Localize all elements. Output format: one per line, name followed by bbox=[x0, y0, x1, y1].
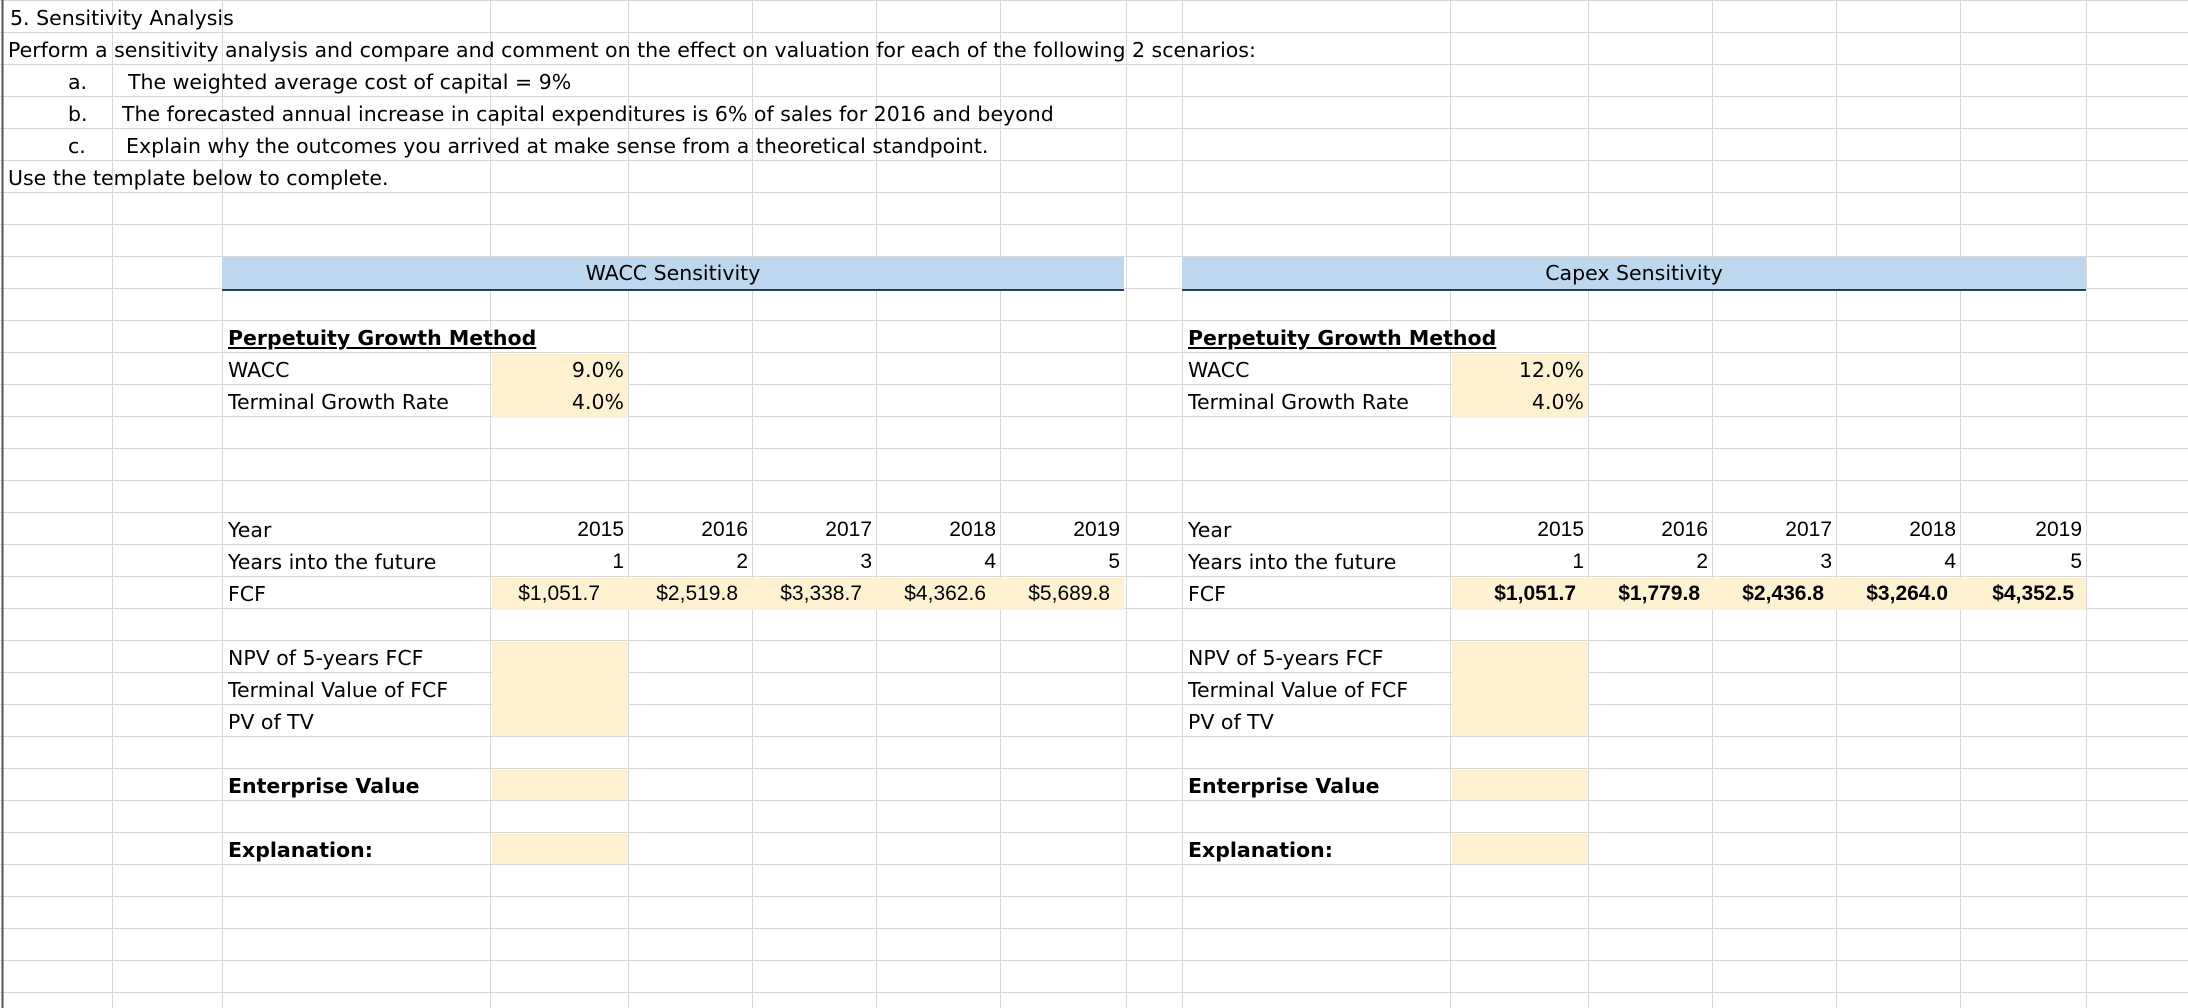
fcf-cell[interactable]: $5,689.8 bbox=[1028, 582, 1110, 605]
npv-tv-input-block[interactable] bbox=[492, 642, 628, 736]
item-b-letter: b. bbox=[68, 102, 88, 126]
year-cell[interactable]: 2016 bbox=[701, 518, 748, 541]
wacc-sensitivity-header: WACC Sensitivity bbox=[585, 261, 761, 285]
explanation-label: Explanation: bbox=[1188, 838, 1333, 862]
template-note: Use the template below to complete. bbox=[8, 166, 389, 190]
npv-tv-input-block[interactable] bbox=[1452, 642, 1588, 736]
capex-method-label: Perpetuity Growth Method bbox=[1188, 326, 1497, 350]
year-cell[interactable]: 2016 bbox=[1661, 518, 1708, 541]
terminal-growth-label: Terminal Growth Rate bbox=[228, 390, 449, 414]
fcf-cell[interactable]: $1,051.7 bbox=[1494, 582, 1576, 605]
wacc-value-cell[interactable]: 9.0% bbox=[571, 358, 624, 382]
instructions-text: Perform a sensitivity analysis and compare and comment on the effect on valuation for each of the following 2 scenarios: bbox=[8, 38, 1256, 62]
item-a-letter: a. bbox=[68, 70, 88, 94]
year-cell[interactable]: 2019 bbox=[2035, 518, 2082, 541]
year-cell[interactable]: 2019 bbox=[1073, 518, 1120, 541]
terminal-value-label: Terminal Value of FCF bbox=[1188, 678, 1409, 702]
wacc-value-cell[interactable]: 12.0% bbox=[1518, 358, 1584, 382]
fcf-cell[interactable]: $1,051.7 bbox=[518, 582, 600, 605]
capex-sensitivity-header: Capex Sensitivity bbox=[1545, 261, 1723, 285]
future-cell[interactable]: 5 bbox=[2070, 550, 2082, 573]
item-a-text: The weighted average cost of capital = 9% bbox=[128, 70, 572, 94]
year-cell[interactable]: 2018 bbox=[949, 518, 996, 541]
item-b-text: The forecasted annual increase in capital expenditures is 6% of sales for 2016 and beyond bbox=[122, 102, 1054, 126]
fcf-cell[interactable]: $3,338.7 bbox=[780, 582, 862, 605]
fcf-cell[interactable]: $2,519.8 bbox=[656, 582, 738, 605]
year-cell[interactable]: 2015 bbox=[577, 518, 624, 541]
npv-label: NPV of 5-years FCF bbox=[228, 646, 424, 670]
terminal-growth-value-cell[interactable]: 4.0% bbox=[571, 390, 624, 414]
enterprise-value-label: Enterprise Value bbox=[1188, 774, 1380, 798]
future-cell[interactable]: 3 bbox=[860, 550, 872, 573]
terminal-growth-label: Terminal Growth Rate bbox=[1188, 390, 1409, 414]
pv-of-tv-label: PV of TV bbox=[1188, 710, 1274, 734]
item-c-text: Explain why the outcomes you arrived at make sense from a theoretical standpoint. bbox=[126, 134, 989, 158]
explanation-label: Explanation: bbox=[228, 838, 373, 862]
terminal-value-label: Terminal Value of FCF bbox=[228, 678, 449, 702]
future-cell[interactable]: 2 bbox=[1696, 550, 1708, 573]
years-into-future-label: Years into the future bbox=[228, 550, 437, 574]
future-cell[interactable]: 1 bbox=[1572, 550, 1584, 573]
fcf-label: FCF bbox=[228, 582, 266, 606]
future-cell[interactable]: 4 bbox=[984, 550, 996, 573]
fcf-cell[interactable]: $1,779.8 bbox=[1618, 582, 1700, 605]
future-cell[interactable]: 5 bbox=[1108, 550, 1120, 573]
explanation-input[interactable] bbox=[492, 834, 628, 864]
fcf-cell[interactable]: $3,264.0 bbox=[1866, 582, 1948, 605]
future-cell[interactable]: 4 bbox=[1944, 550, 1956, 573]
year-cell[interactable]: 2017 bbox=[825, 518, 872, 541]
item-c-letter: c. bbox=[68, 134, 86, 158]
year-label: Year bbox=[1188, 518, 1232, 542]
years-into-future-label: Years into the future bbox=[1188, 550, 1397, 574]
future-cell[interactable]: 2 bbox=[736, 550, 748, 573]
fcf-label: FCF bbox=[1188, 582, 1226, 606]
wacc-label: WACC bbox=[228, 358, 290, 382]
year-label: Year bbox=[228, 518, 272, 542]
pv-of-tv-label: PV of TV bbox=[228, 710, 314, 734]
wacc-label: WACC bbox=[1188, 358, 1250, 382]
terminal-growth-value-cell[interactable]: 4.0% bbox=[1531, 390, 1584, 414]
enterprise-value-input[interactable] bbox=[1452, 770, 1588, 800]
enterprise-value-label: Enterprise Value bbox=[228, 774, 420, 798]
fcf-cell[interactable]: $2,436.8 bbox=[1742, 582, 1824, 605]
explanation-input[interactable] bbox=[1452, 834, 1588, 864]
year-cell[interactable]: 2017 bbox=[1785, 518, 1832, 541]
year-cell[interactable]: 2015 bbox=[1537, 518, 1584, 541]
section-title: 5. Sensitivity Analysis bbox=[10, 6, 234, 30]
npv-label: NPV of 5-years FCF bbox=[1188, 646, 1384, 670]
wacc-method-label: Perpetuity Growth Method bbox=[228, 326, 537, 350]
fcf-cell[interactable]: $4,352.5 bbox=[1992, 582, 2074, 605]
fcf-cell[interactable]: $4,362.6 bbox=[904, 582, 986, 605]
future-cell[interactable]: 1 bbox=[612, 550, 624, 573]
year-cell[interactable]: 2018 bbox=[1909, 518, 1956, 541]
future-cell[interactable]: 3 bbox=[1820, 550, 1832, 573]
enterprise-value-input[interactable] bbox=[492, 770, 628, 800]
